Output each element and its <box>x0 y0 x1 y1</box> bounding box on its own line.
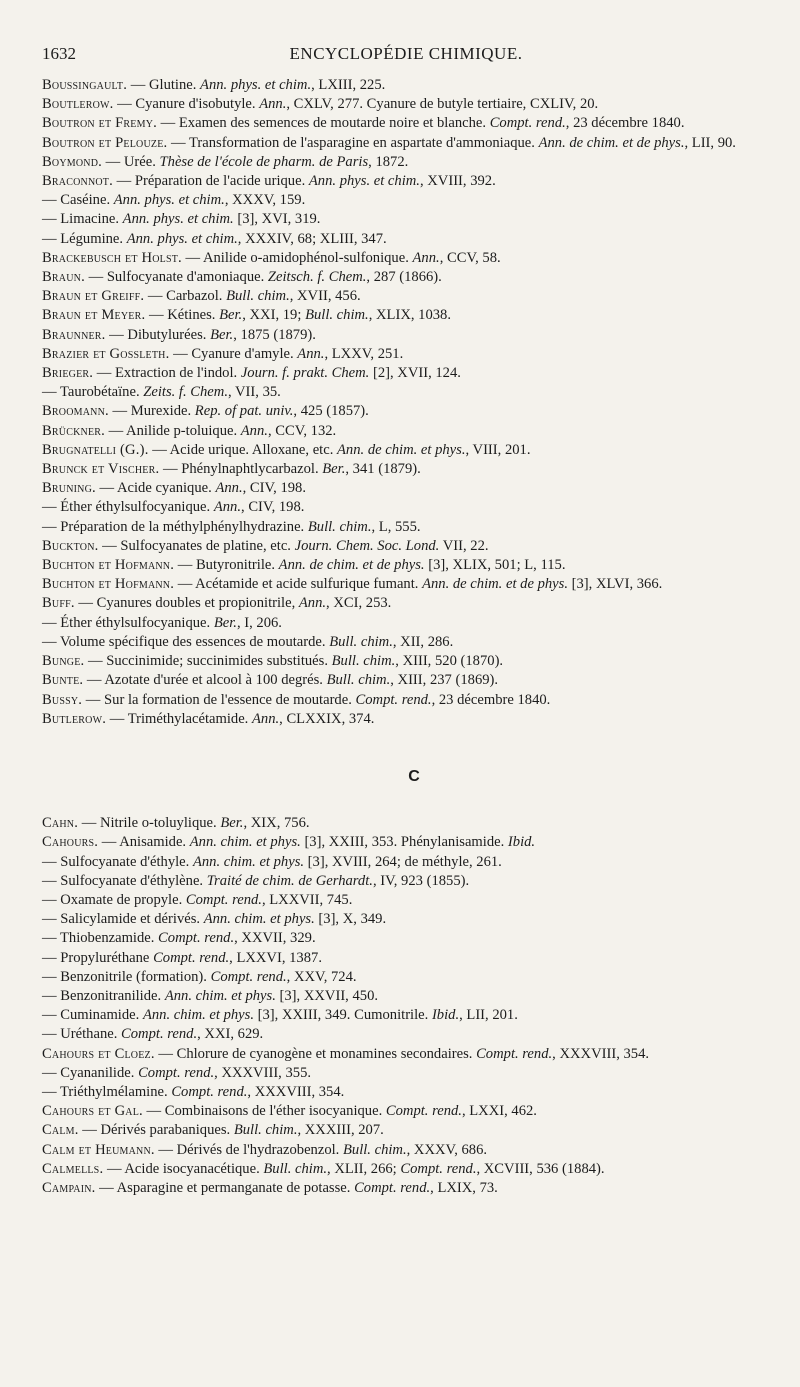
entry-text: , CIV, 198. <box>241 499 305 516</box>
author-name: Calmells. <box>42 1160 104 1177</box>
author-name: Braconnot. <box>42 173 113 190</box>
entry-text: — Oxamate de propyle. <box>42 891 186 908</box>
author-name: Cahours. <box>42 834 99 851</box>
author-name: Braun et Meyer. <box>42 307 146 324</box>
entry-text: — Examen des semences de moutarde noire et blanche. <box>156 115 490 132</box>
journal-title: Ann. phys. et chim. <box>126 230 238 247</box>
entry-text: , XVII, 456. <box>289 288 361 305</box>
entry-text: , XXXIV, 68; XLIII, 347. <box>237 230 387 247</box>
author-name: Buckton. <box>42 537 99 554</box>
entry-text: , LXIX, 73. <box>430 1179 498 1196</box>
bibliography-entry <box>42 1064 786 1083</box>
journal-title: Ann. phys. et chim. <box>113 192 225 209</box>
bibliography-entry <box>42 1160 786 1179</box>
bibliography-entry <box>42 949 786 968</box>
author-name: Cahn. <box>42 815 79 832</box>
bibliography-entry <box>42 479 786 498</box>
entry-text: — Anilide o-amidophénol-sulfonique. <box>181 249 413 266</box>
journal-title: Journ. Chem. Soc. Lond. <box>294 537 440 554</box>
journal-title: Ann. chim. et phys. <box>164 987 276 1004</box>
bibliography-entry <box>42 402 786 421</box>
author-name: Campain. <box>42 1179 96 1196</box>
page-number: 1632 <box>42 44 76 63</box>
author-name: Braunner. <box>42 326 106 343</box>
journal-title: Bull. chim. <box>305 307 369 324</box>
bibliography-entry <box>42 1102 786 1121</box>
bibliography-entry <box>42 191 786 210</box>
entry-text: , 1875 (1879). <box>233 326 316 343</box>
bibliography-entry <box>42 556 786 575</box>
entry-text: — Préparation de la méthylphénylhydrazine. <box>42 518 308 535</box>
journal-title: Compt. rend. <box>355 691 432 708</box>
author-name: Brazier et Gossleth. <box>42 345 170 362</box>
author-name: Buff. <box>42 595 75 612</box>
entry-text: , LXXV, 251. <box>324 345 404 362</box>
journal-title: Ann. <box>259 96 287 113</box>
bibliography-entry <box>42 441 786 460</box>
entry-text: — Extraction de l'indol. <box>93 365 241 382</box>
journal-title: Bull. chim. <box>326 672 391 689</box>
journal-title: Bull. chim. <box>331 653 396 670</box>
author-name: Braun. <box>42 269 85 286</box>
journal-title: Ann. chim. et phys. <box>189 834 301 851</box>
journal-title: Compt. rend. <box>476 1045 553 1062</box>
journal-title: Ann. de chim. et de phys. <box>422 576 568 593</box>
bibliography-entry <box>42 383 786 402</box>
journal-title: Ber. <box>213 614 237 631</box>
bibliography-entry <box>42 134 786 153</box>
journal-title: Ibid. <box>507 834 536 851</box>
author-name: Boutron et Fremy. <box>42 115 157 132</box>
journal-title: Compt. rend. <box>171 1083 248 1100</box>
bibliography-entry <box>42 153 786 172</box>
entry-text: , VII, 35. <box>227 384 281 401</box>
bibliography-entry <box>42 1121 786 1140</box>
entry-text: — Urée. <box>101 153 160 170</box>
bibliography-entry <box>42 537 786 556</box>
entry-text: — Cyanure d'amyle. <box>169 345 298 362</box>
journal-title: Compt. rend. <box>400 1160 477 1177</box>
entry-text: , XXXIII, 207. <box>297 1122 384 1139</box>
journal-title: Ber. <box>210 326 234 343</box>
entry-text: , XVIII, 392. <box>419 173 496 190</box>
author-name: Calm et Heumann. <box>42 1141 155 1158</box>
running-title: ENCYCLOPÉDIE CHIMIQUE. <box>289 44 523 63</box>
entry-text: — Sulfocyanates de platine, etc. <box>98 537 295 554</box>
entry-text: , XII, 286. <box>392 633 454 650</box>
entry-text: — Acétamide et acide sulfurique fumant. <box>174 576 423 593</box>
entry-text: , XXXVIII, 354. <box>247 1083 345 1100</box>
author-name: Buchton et Hofmann. <box>42 557 175 574</box>
author-name: Braun et Greiff. <box>42 288 145 305</box>
bibliography-entry <box>42 249 786 268</box>
entry-text: , XXI, 19; <box>242 307 306 324</box>
entry-text: , 341 (1879). <box>345 461 421 478</box>
journal-title: Compt. rend. <box>489 115 566 132</box>
bibliography-entry <box>42 691 786 710</box>
journal-title: Compt. rend. <box>121 1026 198 1043</box>
bibliography-entry <box>42 1179 786 1198</box>
entry-text: — Azotate d'urée et alcool à 100 degrés. <box>83 672 327 689</box>
entry-text: , XXI, 629. <box>197 1026 264 1043</box>
entry-text: — Triéthylmélamine. <box>42 1083 172 1100</box>
bibliography-entry <box>42 422 786 441</box>
entry-text: — Kétines. <box>145 307 220 324</box>
journal-title: Ber. <box>220 815 244 832</box>
journal-title: Ann. phys. et chim. <box>308 173 420 190</box>
entry-text: — Dibutylurées. <box>105 326 211 343</box>
journal-title: Zeits. f. Chem. <box>143 384 228 401</box>
entry-text: — Carbazol. <box>144 288 227 305</box>
entry-text: [2], XVII, 124. <box>369 365 461 382</box>
journal-title: Ann. <box>215 480 243 497</box>
entry-text: — Sulfocyanate d'amoniaque. <box>84 269 268 286</box>
bibliography-entry <box>42 614 786 633</box>
bibliography-entry <box>42 968 786 987</box>
bibliography-entry <box>42 1006 786 1025</box>
entry-text: , CIV, 198. <box>242 480 306 497</box>
journal-title: Ann. phys. et chim. <box>122 211 234 228</box>
bibliography-entry <box>42 230 786 249</box>
entry-text: — Phénylnaphtlycarbazol. <box>159 461 323 478</box>
entry-text: , 1872. <box>368 153 409 170</box>
entry-text: , 287 (1866). <box>366 269 442 286</box>
author-name: Boussingault. <box>42 77 128 93</box>
entry-text: — Dérivés parabaniques. <box>78 1122 234 1139</box>
entry-text: , LXXI, 462. <box>461 1103 537 1120</box>
journal-title: Bull. chim. <box>329 633 393 650</box>
author-name: Butlerow. <box>42 710 107 727</box>
bibliography-entry <box>42 364 786 383</box>
bibliography-entry <box>42 575 786 594</box>
bibliography-entry <box>42 460 786 479</box>
entry-text: — Caséine. <box>42 192 114 209</box>
author-name: Brunck et Vischer. <box>42 461 160 478</box>
entry-text: — Anilide p-toluique. <box>104 422 241 439</box>
bibliography-entry <box>42 326 786 345</box>
bibliography-entry <box>42 652 786 671</box>
entry-text: , XIII, 237 (1869). <box>390 672 499 689</box>
journal-title: Ann. chim. et phys. <box>203 911 315 928</box>
journal-title: Rep. of pat. univ. <box>194 403 294 420</box>
bibliography-entry <box>42 671 786 690</box>
entry-text: [3], XLIX, 501; L, 115. <box>424 557 566 574</box>
entry-text: — Cyananilide. <box>42 1064 139 1081</box>
entry-text: — Thiobenzamide. <box>42 930 159 947</box>
bibliography-entry <box>42 710 786 729</box>
entry-text: — Éther éthylsulfocyanique. <box>42 499 214 516</box>
journal-title: Ann. chim. et phys. <box>192 853 305 870</box>
page-header <box>42 44 770 68</box>
author-name: Calm. <box>42 1122 79 1139</box>
entry-text: — Volume spécifique des essences de moutarde. <box>42 633 330 650</box>
entry-text: — Acide isocyanacétique. <box>103 1160 264 1177</box>
bibliography-entry <box>42 268 786 287</box>
author-name: Brückner. <box>42 422 105 439</box>
entry-text: , XLII, 266; <box>327 1160 401 1177</box>
entry-text: — Benzonitranilide. <box>42 987 165 1004</box>
entry-text: — Transformation de l'asparagine en aspartate d'ammoniaque. <box>167 134 539 151</box>
entry-text: , CCV, 132. <box>267 422 337 439</box>
entry-text: , XCI, 253. <box>326 595 392 612</box>
journal-title: Compt. rend. <box>153 949 230 966</box>
entry-text: — Sulfocyanate d'éthyle. <box>42 853 193 870</box>
entry-text: , I, 206. <box>236 614 282 631</box>
entry-text: , XXXV, 159. <box>224 192 306 209</box>
entry-text: — Sulfocyanate d'éthylène. <box>42 872 207 889</box>
entry-text: , 23 décembre 1840. <box>431 691 551 708</box>
bibliography-entry <box>42 929 786 948</box>
entry-text: — Asparagine et permanganate de potasse. <box>95 1179 355 1196</box>
entry-text: — Combinaisons de l'éther isocyanique. <box>142 1103 386 1120</box>
journal-title: Compt. rend. <box>385 1103 462 1120</box>
entry-text: — Acide cyanique. <box>95 480 216 497</box>
bibliography-entry <box>42 498 786 517</box>
entry-text: [3], XXIII, 349. Cumonitrile. <box>254 1007 432 1024</box>
journal-title: Bull. chim. <box>226 288 290 305</box>
bibliography-entry <box>42 872 786 891</box>
entry-text: [3], XVIII, 264; de méthyle, 261. <box>304 853 502 870</box>
author-name: Boymond. <box>42 153 102 170</box>
entry-text: , XLIX, 1038. <box>368 307 451 324</box>
entry-text: [3], XLVI, 366. <box>567 576 663 593</box>
entry-text: , VIII, 201. <box>465 441 531 458</box>
author-name: Bruning. <box>42 480 96 497</box>
bibliography-entry <box>42 95 786 114</box>
entry-text: , 23 décembre 1840. <box>565 115 685 132</box>
entry-text: , LXIII, 225. <box>311 77 386 93</box>
entry-text: — Glutine. <box>127 77 201 93</box>
entry-text: , LXXVII, 745. <box>261 891 353 908</box>
bibliography-entry <box>42 114 786 133</box>
author-name: Brugnatelli (G.). <box>42 441 149 458</box>
entry-text: — Uréthane. <box>42 1026 122 1043</box>
journal-title: Compt. rend. <box>158 930 235 947</box>
entry-text: , XXXVIII, 354. <box>552 1045 650 1062</box>
entry-text: , L, 555. <box>371 518 421 535</box>
bibliography-entry <box>42 306 786 325</box>
entry-text: , LII, 90. <box>684 134 736 151</box>
bibliography-entry <box>42 891 786 910</box>
journal-title: Bull. chim. <box>233 1122 298 1139</box>
journal-title: Traité de chim. de Gerhardt. <box>206 872 373 889</box>
journal-title: Compt. rend. <box>354 1179 431 1196</box>
journal-title: Ann. de chim. et phys. <box>337 441 466 458</box>
entry-text: — Cyanure d'isobutyle. <box>113 96 260 113</box>
entry-text: — Taurobétaïne. <box>42 384 144 401</box>
author-name: Bussy. <box>42 691 83 708</box>
bibliography-entry <box>42 633 786 652</box>
entry-text: — Benzonitrile (formation). <box>42 968 211 985</box>
author-name: Bunte. <box>42 672 84 689</box>
journal-title: Ann. <box>213 499 242 516</box>
entry-text: , XXXV, 686. <box>406 1141 488 1158</box>
entry-text: — Légumine. <box>42 230 127 247</box>
bibliography-entry <box>42 518 786 537</box>
entry-text: [3], X, 349. <box>314 911 387 928</box>
entry-text: , 425 (1857). <box>293 403 369 420</box>
bibliography-entry <box>42 345 786 364</box>
journal-title: Ann. <box>240 422 268 439</box>
bibliography-entry <box>42 1083 786 1102</box>
bibliography-entry <box>42 1025 786 1044</box>
entry-text: — Cuminamide. <box>42 1007 143 1024</box>
journal-title: Ann. <box>251 710 280 727</box>
entry-text: , XXXVIII, 355. <box>214 1064 312 1081</box>
journal-title: Ann. de chim. et de phys. <box>538 134 685 151</box>
author-name: Bunge. <box>42 653 85 670</box>
entry-text: — Succinimide; succinimides substitués. <box>84 653 332 670</box>
entry-text: — Chlorure de cyanogène et monamines secondaires. <box>154 1045 477 1062</box>
entry-text: [3], XXIII, 353. Phénylanisamide. <box>300 834 508 851</box>
journal-title: Bull. chim. <box>307 518 372 535</box>
author-name: Boutron et Pelouze. <box>42 134 168 151</box>
entry-text: , XCVIII, 536 (1884). <box>476 1160 605 1177</box>
bibliography-list <box>42 76 786 1198</box>
journal-title: Zeitsch. f. Chem. <box>267 269 367 286</box>
journal-title: Compt. rend. <box>185 891 262 908</box>
entry-text: , XIX, 756. <box>243 815 310 832</box>
journal-title: Ber. <box>322 461 346 478</box>
journal-title: Ber. <box>219 307 243 324</box>
entry-text: , CXLV, 277. Cyanure de butyle tertiaire, CXLIV, 20. <box>286 96 599 113</box>
journal-title: Ann. <box>412 249 440 266</box>
journal-title: Ann. <box>298 595 327 612</box>
entry-text: — Triméthylacétamide. <box>106 710 252 727</box>
entry-text: — Murexide. <box>108 403 195 420</box>
journal-title: Thèse de l'école de pharm. de Paris <box>159 153 369 170</box>
bibliography-entry <box>42 1045 786 1064</box>
author-name: Cahours et Cloez. <box>42 1045 155 1062</box>
bibliography-entry <box>42 287 786 306</box>
entry-text: VII, 22. <box>439 537 489 554</box>
entry-text: — Dérivés de l'hydrazobenzol. <box>154 1141 343 1158</box>
bibliography-entry <box>42 172 786 191</box>
author-name: Broomann. <box>42 403 109 420</box>
author-name: Brackebusch et Holst. <box>42 249 182 266</box>
bibliography-entry <box>42 76 786 95</box>
journal-title: Ann. <box>297 345 325 362</box>
entry-text: — Cyanures doubles et propionitrile, <box>74 595 299 612</box>
journal-title: Ann. de chim. et de phys. <box>278 557 425 574</box>
journal-title: Ann. chim. et phys. <box>142 1007 254 1024</box>
entry-text: , IV, 923 (1855). <box>372 872 470 889</box>
entry-text: [3], XXVII, 450. <box>275 987 379 1004</box>
entry-text: , XIII, 520 (1870). <box>395 653 504 670</box>
entry-text: , XXVII, 329. <box>234 930 316 947</box>
bibliography-entry <box>42 1141 786 1160</box>
bibliography-entry <box>42 814 786 833</box>
journal-title: Compt. rend. <box>210 968 287 985</box>
author-name: Brieger. <box>42 365 94 382</box>
entry-text: — Salicylamide et dérivés. <box>42 911 204 928</box>
entry-text: , LII, 201. <box>459 1007 518 1024</box>
entry-text: , XXV, 724. <box>286 968 357 985</box>
journal-title: Bull. chim. <box>342 1141 407 1158</box>
entry-text: [3], XVI, 319. <box>233 211 321 228</box>
journal-title: Journ. f. prakt. Chem. <box>240 365 370 382</box>
entry-text: — Préparation de l'acide urique. <box>112 173 309 190</box>
entry-text: , CCV, 58. <box>439 249 501 266</box>
bibliography-entry <box>42 910 786 929</box>
entry-text: — Propyluréthane <box>42 949 154 966</box>
entry-text: — Anisamide. <box>98 834 190 851</box>
entry-text: , CLXXIX, 374. <box>279 710 375 727</box>
entry-text: — Acide urique. Alloxane, etc. <box>148 441 338 458</box>
entry-text: — Butyronitrile. <box>174 557 279 574</box>
entry-text: — Éther éthylsulfocyanique. <box>42 614 214 631</box>
entry-text: — Nitrile o-toluylique. <box>78 815 221 832</box>
bibliography-entry <box>42 594 786 613</box>
author-name: Cahours et Gal. <box>42 1103 143 1120</box>
journal-title: Bull. chim. <box>263 1160 328 1177</box>
journal-title: Ann. phys. et chim. <box>200 77 312 93</box>
bibliography-entry <box>42 853 786 872</box>
entry-text: — Sur la formation de l'essence de moutarde. <box>82 691 356 708</box>
entry-text: — Limacine. <box>42 211 123 228</box>
entry-text: , LXXVI, 1387. <box>229 949 322 966</box>
journal-title: Compt. rend. <box>138 1064 215 1081</box>
author-name: Buchton et Hofmann. <box>42 576 175 593</box>
journal-title: Ibid. <box>431 1007 460 1024</box>
bibliography-entry <box>42 987 786 1006</box>
bibliography-entry <box>42 833 786 852</box>
author-name: Boutlerow. <box>42 96 114 113</box>
section-letter: C <box>408 767 420 785</box>
bibliography-entry <box>42 210 786 229</box>
